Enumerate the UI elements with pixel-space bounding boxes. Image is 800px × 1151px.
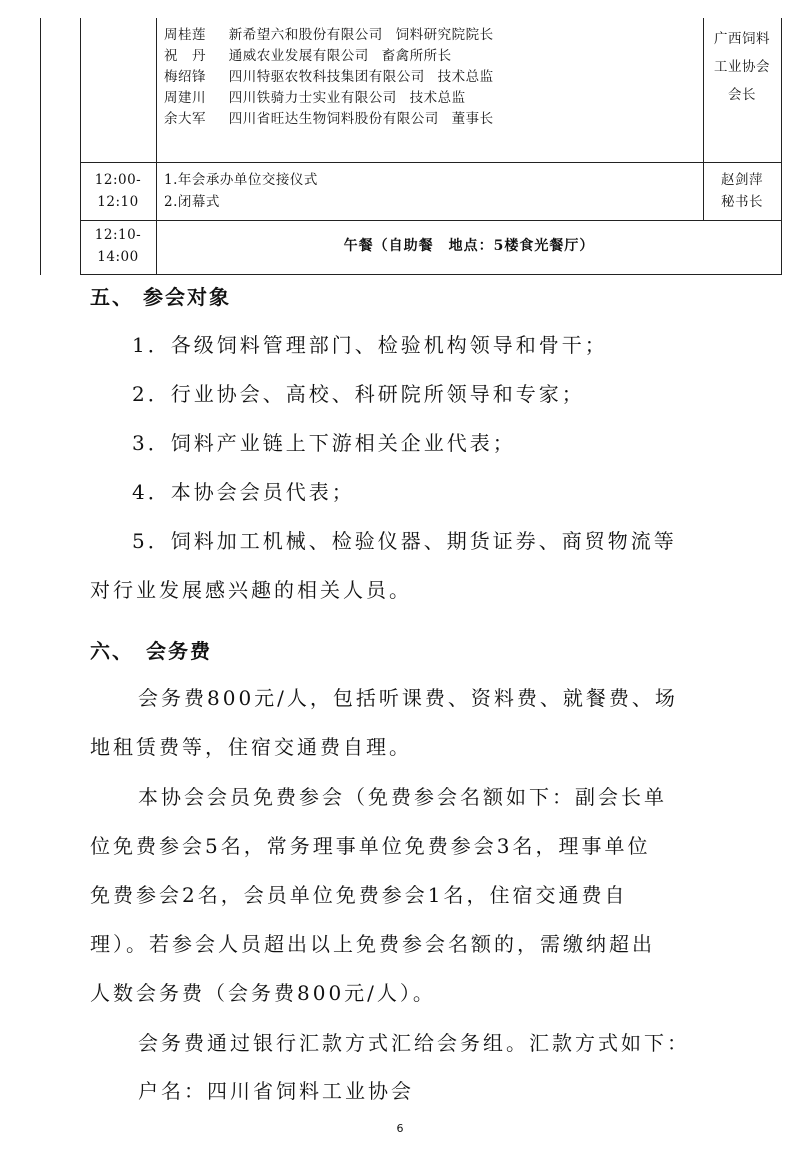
- paragraph-line: 会务费通过银行汇款方式汇给会务组。汇款方式如下：: [138, 1031, 690, 1055]
- host-cell: [707, 169, 777, 213]
- host-cell: [707, 25, 777, 109]
- speaker-org: 四川特驱农牧科技集团有限公司: [228, 69, 425, 85]
- lunch-info: 午餐（自助餐 地点：5楼食光餐厅）: [343, 238, 595, 254]
- table-border-left: [40, 18, 41, 275]
- agenda-item: 1.年会承办单位交接仪式: [164, 172, 318, 188]
- section-heading: 五、 参会对象: [90, 285, 231, 309]
- time-end: 12:10: [97, 194, 139, 210]
- time-cell: [80, 169, 156, 213]
- speaker-list: [164, 25, 494, 130]
- speaker-title: 董事长: [451, 111, 494, 127]
- speaker-org: 通威农业发展有限公司: [228, 48, 369, 64]
- list-item: 5．饲料加工机械、检验仪器、期货证券、商贸物流等: [132, 529, 677, 553]
- table-row-divider: [80, 162, 782, 163]
- page-number: 6: [396, 1122, 404, 1135]
- speaker-name: 周桂莲: [164, 27, 206, 43]
- paragraph-line: 人数会务费（会务费800元/人）。: [90, 981, 436, 1005]
- speaker-row: [164, 88, 494, 109]
- paragraph-line: 会务费800元/人，包括听课费、资料费、就餐费、场: [138, 686, 678, 710]
- speaker-title: 技术总监: [409, 90, 466, 106]
- list-item: 3．饲料产业链上下游相关企业代表；: [132, 431, 516, 455]
- speaker-row: [164, 109, 494, 130]
- speaker-row: [164, 67, 494, 88]
- speaker-title: 技术总监: [437, 69, 494, 85]
- table-row-divider: [80, 274, 782, 275]
- list-item: 2．行业协会、高校、科研院所领导和专家；: [132, 382, 585, 406]
- paragraph-line: 户名：四川省饲料工业协会: [138, 1079, 414, 1103]
- schedule-table: [40, 18, 782, 275]
- speaker-name: 余大军: [164, 111, 206, 127]
- table-border-right: [781, 18, 782, 275]
- host-line: 广西饲料: [714, 31, 770, 47]
- agenda-item: 2.闭幕式: [164, 194, 220, 210]
- list-item: 4．本协会会员代表；: [132, 480, 355, 504]
- host-name: 赵剑萍: [721, 172, 763, 188]
- time-end: 14:00: [97, 249, 139, 265]
- agenda-items: [164, 169, 318, 213]
- time-start: 12:00-: [94, 172, 142, 188]
- paragraph-line: 免费参会2名，会员单位免费参会1名，住宿交通费自: [90, 883, 628, 907]
- speaker-row: [164, 25, 494, 46]
- table-row-divider: [80, 220, 782, 221]
- host-title: 秘书长: [721, 194, 763, 210]
- speaker-name: 梅绍锋: [164, 69, 206, 85]
- host-line: 工业协会: [714, 59, 770, 75]
- paragraph-line: 理）。若参会人员超出以上免费参会名额的，需缴纳超出: [90, 932, 655, 956]
- speaker-title: 饲料研究院院长: [395, 27, 494, 43]
- speaker-org: 四川省旺达生物饲料股份有限公司: [228, 111, 439, 127]
- speaker-org: 四川铁骑力士实业有限公司: [228, 90, 397, 106]
- speaker-row: [164, 46, 494, 67]
- table-column-divider: [703, 18, 704, 220]
- host-line: 会长: [728, 87, 756, 103]
- paragraph-line: 位免费参会5名，常务理事单位免费参会3名，理事单位: [90, 834, 651, 858]
- paragraph-line: 地租赁费等，住宿交通费自理。: [90, 735, 412, 759]
- list-item-continuation: 对行业发展感兴趣的相关人员。: [90, 578, 412, 602]
- speaker-name: 周建川: [164, 90, 206, 106]
- time-start: 12:10-: [94, 227, 142, 243]
- paragraph-line: 本协会会员免费参会（免费参会名额如下：副会长单: [138, 785, 667, 809]
- speaker-org: 新希望六和股份有限公司: [228, 27, 383, 43]
- time-cell: [80, 224, 156, 268]
- list-item: 1．各级饲料管理部门、检验机构领导和骨干；: [132, 333, 608, 357]
- speaker-name: 祝 丹: [164, 48, 206, 64]
- section-heading: 六、 会务费: [90, 639, 212, 663]
- speaker-title: 畜禽所所长: [381, 48, 452, 64]
